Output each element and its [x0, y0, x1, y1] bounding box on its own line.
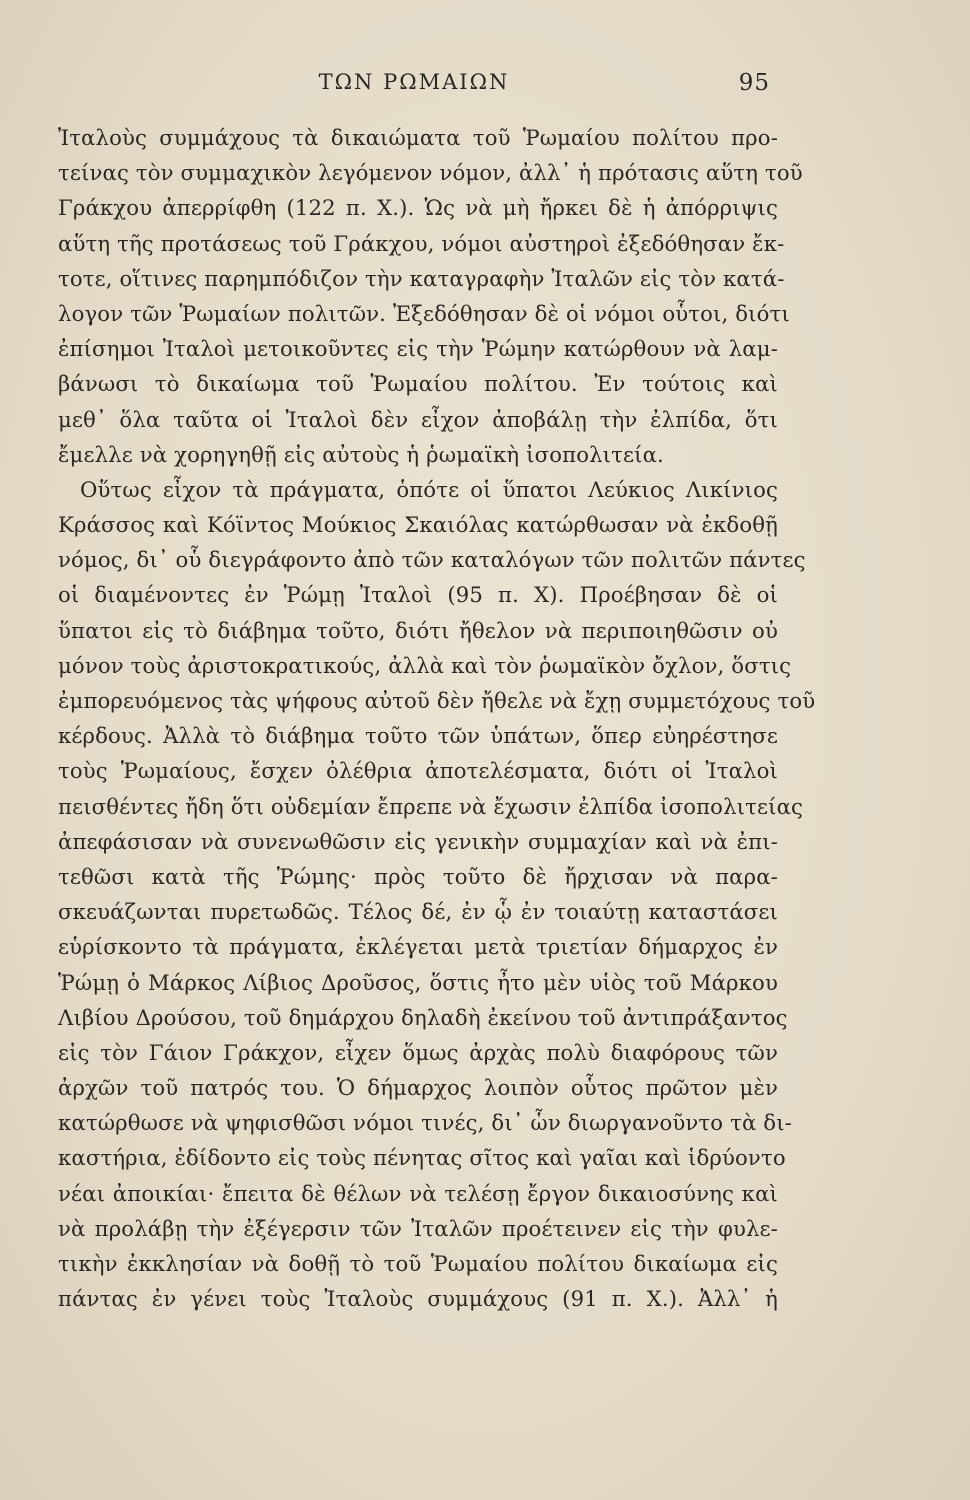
- text-line: τεθῶσι κατὰ τῆς Ῥώμης· πρὸς τοῦτο δὲ ἤρχισαν νὰ παρα-: [58, 863, 778, 889]
- text-line: ἐμπορευόμενος τὰς ψήφους αὐτοῦ δὲν ἤθελε νὰ ἔχῃ συμμετόχους τοῦ: [58, 688, 816, 713]
- text-line: ὕπατοι εἰς τὸ διάβημα τοῦτο, διότι ἤθελον νὰ περιποιηθῶσιν οὐ: [58, 617, 778, 643]
- text-line: πεισθέντες ἤδη ὅτι οὐδεμίαν ἔπρεπε νὰ ἔχωσιν ἐλπίδα ἰσοπολιτείας: [58, 793, 804, 819]
- text-line: νὰ προλάβῃ τὴν ἐξέγερσιν τῶν Ἰταλῶν προέτεινεν εἰς τὴν φυλε-: [58, 1215, 778, 1241]
- text-line: Λιβίου Δρούσου, τοῦ δημάρχου δηλαδὴ ἐκείνου τοῦ ἀντιπράξαντος: [58, 1004, 788, 1030]
- text-line: Ῥώμῃ ὁ Μάρκος Λίβιος Δροῦσος, ὅστις ἦτο μὲν υἱὸς τοῦ Μάρκου: [58, 969, 778, 995]
- page-header: [58, 70, 770, 102]
- text-line: Κράσσος καὶ Κόϊντος Μούκιος Σκαιόλας κατώρθωσαν νὰ ἐκδοθῇ: [58, 512, 778, 538]
- text-line: αὕτη τῆς προτάσεως τοῦ Γράκχου, νόμοι αὐστηροὶ ἐξεδόθησαν ἔκ-: [58, 230, 785, 256]
- text-line: ἀρχῶν τοῦ πατρός του. Ὁ δήμαρχος λοιπὸν οὗτος πρῶτον μὲν: [58, 1075, 778, 1101]
- text-line: Οὕτως εἶχον τὰ πράγματα, ὁπότε οἱ ὕπατοι Λεύκιος Λικίνιος: [80, 476, 778, 502]
- text-line: κατώρθωσε νὰ ψηφισθῶσι νόμοι τινές, δι᾽ ὧν διωργανοῦντο τὰ δι-: [58, 1110, 792, 1136]
- text-line: Ἰταλοὺς συμμάχους τὰ δικαιώματα τοῦ Ῥωμαίου πολίτου προ-: [58, 125, 778, 150]
- page-number: 95: [738, 70, 770, 96]
- text-line: βάνωσι τὸ δικαίωμα τοῦ Ῥωμαίου πολίτου. Ἐν τούτοις καὶ: [58, 371, 778, 397]
- text-line: τοὺς Ῥωμαίους, ἔσχεν ὀλέθρια ἀποτελέσματα, διότι οἱ Ἰταλοὶ: [58, 758, 778, 784]
- text-line: μόνον τοὺς ἀριστοκρατικούς, ἀλλὰ καὶ τὸν ῥωμαϊκὸν ὄχλον, ὅστις: [58, 652, 792, 678]
- text-line: τείνας τὸν συμμαχικὸν λεγόμενον νόμον, ἀλλ᾽ ἡ πρότασις αὕτη τοῦ: [58, 160, 803, 186]
- body-text: [58, 120, 816, 1316]
- text-line: ἐπίσημοι Ἰταλοὶ μετοικοῦντες εἰς τὴν Ῥώμην κατώρθουν νὰ λαμ-: [58, 336, 778, 362]
- text-line: τοτε, οἵτινες παρημπόδιζον τὴν καταγραφὴν Ἰταλῶν εἰς τὸν κατά-: [58, 265, 785, 291]
- text-line: εἰς τὸν Γάιον Γράκχον, εἶχεν ὅμως ἀρχὰς πολὺ διαφόρους τῶν: [58, 1039, 778, 1065]
- text-line: ἀπεφάσισαν νὰ συνενωθῶσιν εἰς γενικὴν συμμαχίαν καὶ νὰ ἐπι-: [58, 828, 778, 854]
- text-line: οἱ διαμένοντες ἐν Ῥώμῃ Ἰταλοὶ (95 π. Χ). Προέβησαν δὲ οἱ: [58, 582, 778, 608]
- text-line: νέαι ἀποικίαι· ἔπειτα δὲ θέλων νὰ τελέσῃ ἔργον δικαιοσύνης καὶ: [58, 1180, 778, 1206]
- text-line: νόμος, δι᾽ οὗ διεγράφοντο ἀπὸ τῶν καταλόγων τῶν πολιτῶν πάντες: [58, 547, 806, 573]
- text-line: καστήρια, ἐδίδοντο εἰς τοὺς πένητας σῖτος καὶ γαῖαι καὶ ἱδρύοντο: [58, 1145, 786, 1171]
- text-line: εὑρίσκοντο τὰ πράγματα, ἐκλέγεται μετὰ τριετίαν δήμαρχος ἐν: [58, 934, 778, 960]
- text-line: σκευάζωνται πυρετωδῶς. Τέλος δέ, ἐν ᾧ ἐν τοιαύτῃ καταστάσει: [58, 899, 778, 925]
- text-line: τικὴν ἐκκλησίαν νὰ δοθῇ τὸ τοῦ Ῥωμαίου πολίτου δικαίωμα εἰς: [58, 1251, 778, 1276]
- text-line: μεθ᾽ ὅλα ταῦτα οἱ Ἰταλοὶ δὲν εἶχον ἀποβάλῃ τὴν ἐλπίδα, ὅτι: [58, 406, 778, 432]
- running-title: ΤΩΝ ΡΩΜΑΙΩΝ: [318, 70, 510, 94]
- text-line: πάντας ἐν γένει τοὺς Ἰταλοὺς συμμάχους (91 π. Χ.). Ἀλλ᾽ ἡ: [58, 1286, 778, 1312]
- text-line: λογον τῶν Ῥωμαίων πολιτῶν. Ἐξεδόθησαν δὲ οἱ νόμοι οὗτοι, διότι: [58, 300, 790, 326]
- text-line: Γράκχου ἀπερρίφθη (122 π. Χ.). Ὡς νὰ μὴ ἤρκει δὲ ἡ ἀπόρριψις: [58, 195, 778, 221]
- text-line: κέρδους. Ἀλλὰ τὸ διάβημα τοῦτο τῶν ὑπάτων, ὅπερ εὐηρέστησε: [58, 723, 778, 749]
- text-line: ἔμελλε νὰ χορηγηθῇ εἰς αὐτοὺς ἡ ῥωμαϊκὴ ἰσοπολιτεία.: [58, 441, 664, 467]
